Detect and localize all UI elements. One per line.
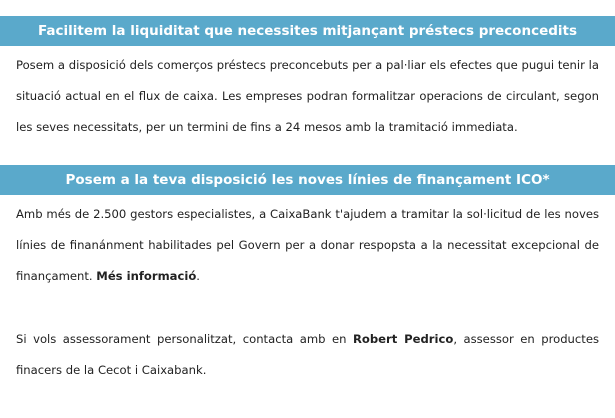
- section-2-body-end: .: [196, 269, 200, 283]
- contact-text-before: Si vols assessorament personalitzat, contacta amb en: [16, 332, 347, 346]
- contact-text-after: , assessor en productes finacers de la Cecot i Caixabank.: [16, 332, 599, 377]
- section-2-body: [16, 199, 599, 292]
- contact-name: Robert Pedrico: [352, 332, 454, 346]
- section-2-body-text: Amb més de 2.500 gestors especialistes, a CaixaBank t'ajudem a tramitar la sol·licitud de les noves línies de finanánment habilitades pel Govern per a donar respopsta a la necessitat excepcional de finançament.: [16, 207, 599, 283]
- section-2-title: Posem a la teva disposició les noves línies de finançament ICO*: [65, 172, 550, 188]
- section-1-title: Facilitem la liquiditat que necessites mitjançant préstecs preconcedits: [37, 23, 578, 39]
- section-2-title-banner: [0, 165, 615, 195]
- contact-paragraph: [16, 324, 599, 386]
- section-1-body: Posem a disposició dels comerços préstecs preconcebuts per a pal·liar els efectes que pugui tenir la situació actual en el flux de caixa. Les empreses podran formalitzar operacions de circulant, segon les seves necessitats, per un termini de fins a 24 mesos amb la tramitació immediata.: [16, 58, 599, 134]
- section-1-title-banner: [0, 16, 615, 46]
- more-info-link[interactable]: Més informació: [96, 269, 197, 283]
